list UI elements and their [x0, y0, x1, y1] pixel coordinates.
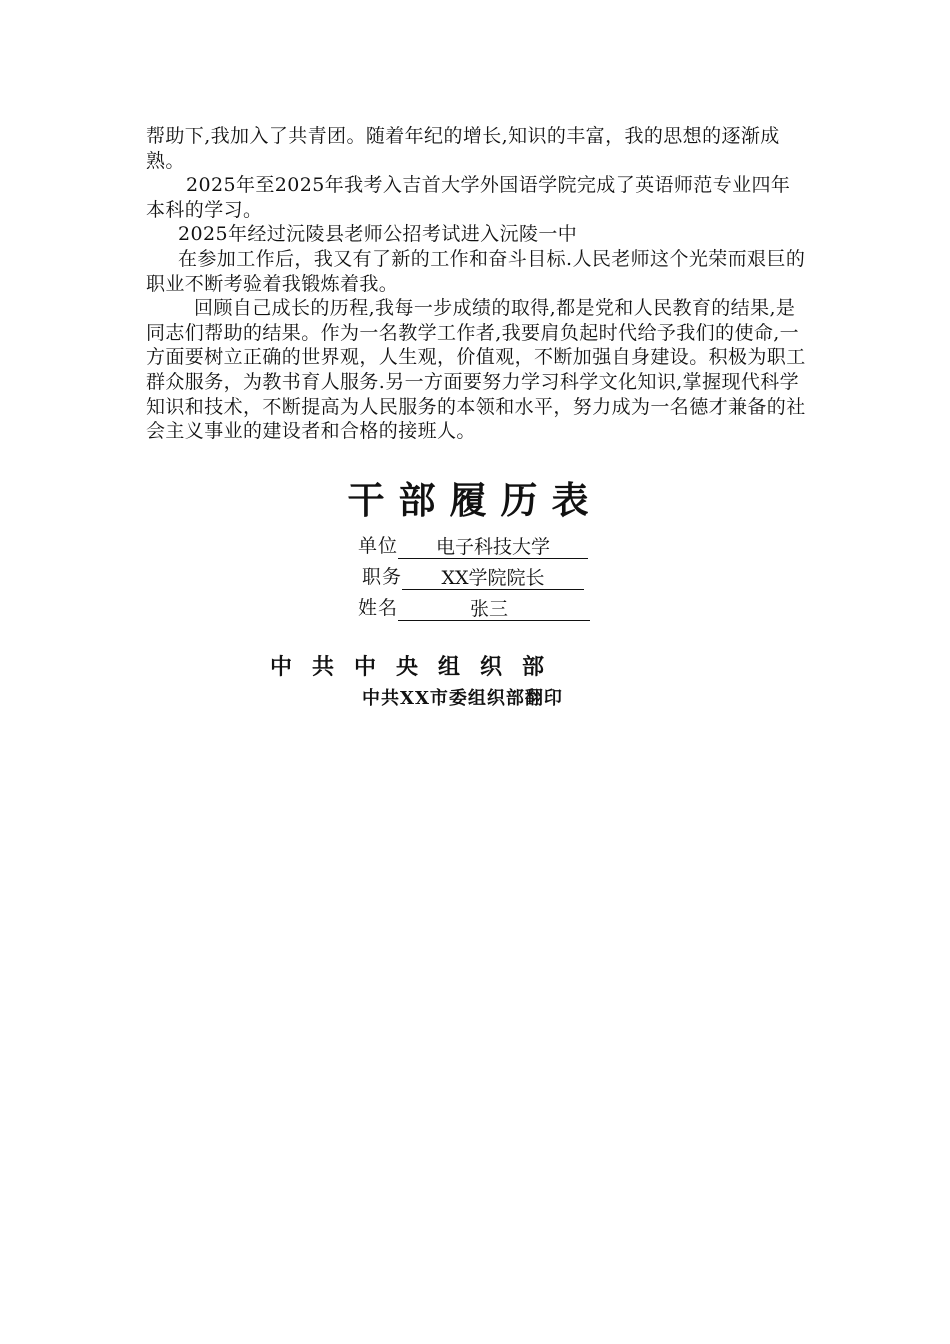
name-value — [398, 596, 590, 621]
reprint-note: 中共XX市委组织部翻印 — [362, 688, 563, 709]
unit-row — [358, 533, 588, 559]
form-title: 干部履历表 — [347, 478, 603, 522]
paragraph-membership: 帮助下,我加入了共青团。随着年纪的增长,知识的丰富，我的思想的逐渐成熟。 — [146, 125, 780, 172]
position-label: 职务 — [362, 566, 403, 588]
name-row — [358, 595, 590, 621]
issuer-name: 中共中央组织部 — [270, 654, 565, 680]
name-label: 姓名 — [358, 597, 399, 619]
body-text — [146, 124, 808, 444]
unit-label: 单位 — [358, 535, 399, 557]
name-value-text: 张三 — [470, 598, 509, 620]
unit-value: 电子科技大学 — [398, 534, 588, 559]
position-row — [362, 564, 584, 590]
paragraph-review: 回顾自己成长的历程,我每一步成绩的取得,都是党和人民教育的结果,是同志们帮助的结果。作为一名教学工作者,我要肩负起时代给予我们的使命,一方面要树立正确的世界观，人生观，价值观，不断加强自身建设。积极为职工群众服务，为教书育人服务.另一方面要努力学习科学文化知识,掌握现代科学知识和技术，不断提高为人民服务的本领和水平，努力成为一名德才兼备的社会主义事业的建设者和合格的接班人。 — [146, 297, 806, 443]
paragraph-work: 在参加工作后，我又有了新的工作和奋斗目标.人民老师这个光荣而艰巨的职业不断考验着我锻炼着我。 — [146, 247, 806, 295]
position-value: XX学院院长 — [402, 565, 584, 590]
paragraph-recruitment: 2025年经过沅陵县老师公招考试进入沅陵一中 — [178, 223, 578, 246]
paragraph-university: 2025年至2025年我考入吉首大学外国语学院完成了英语师范专业四年本科的学习。 — [146, 174, 791, 221]
